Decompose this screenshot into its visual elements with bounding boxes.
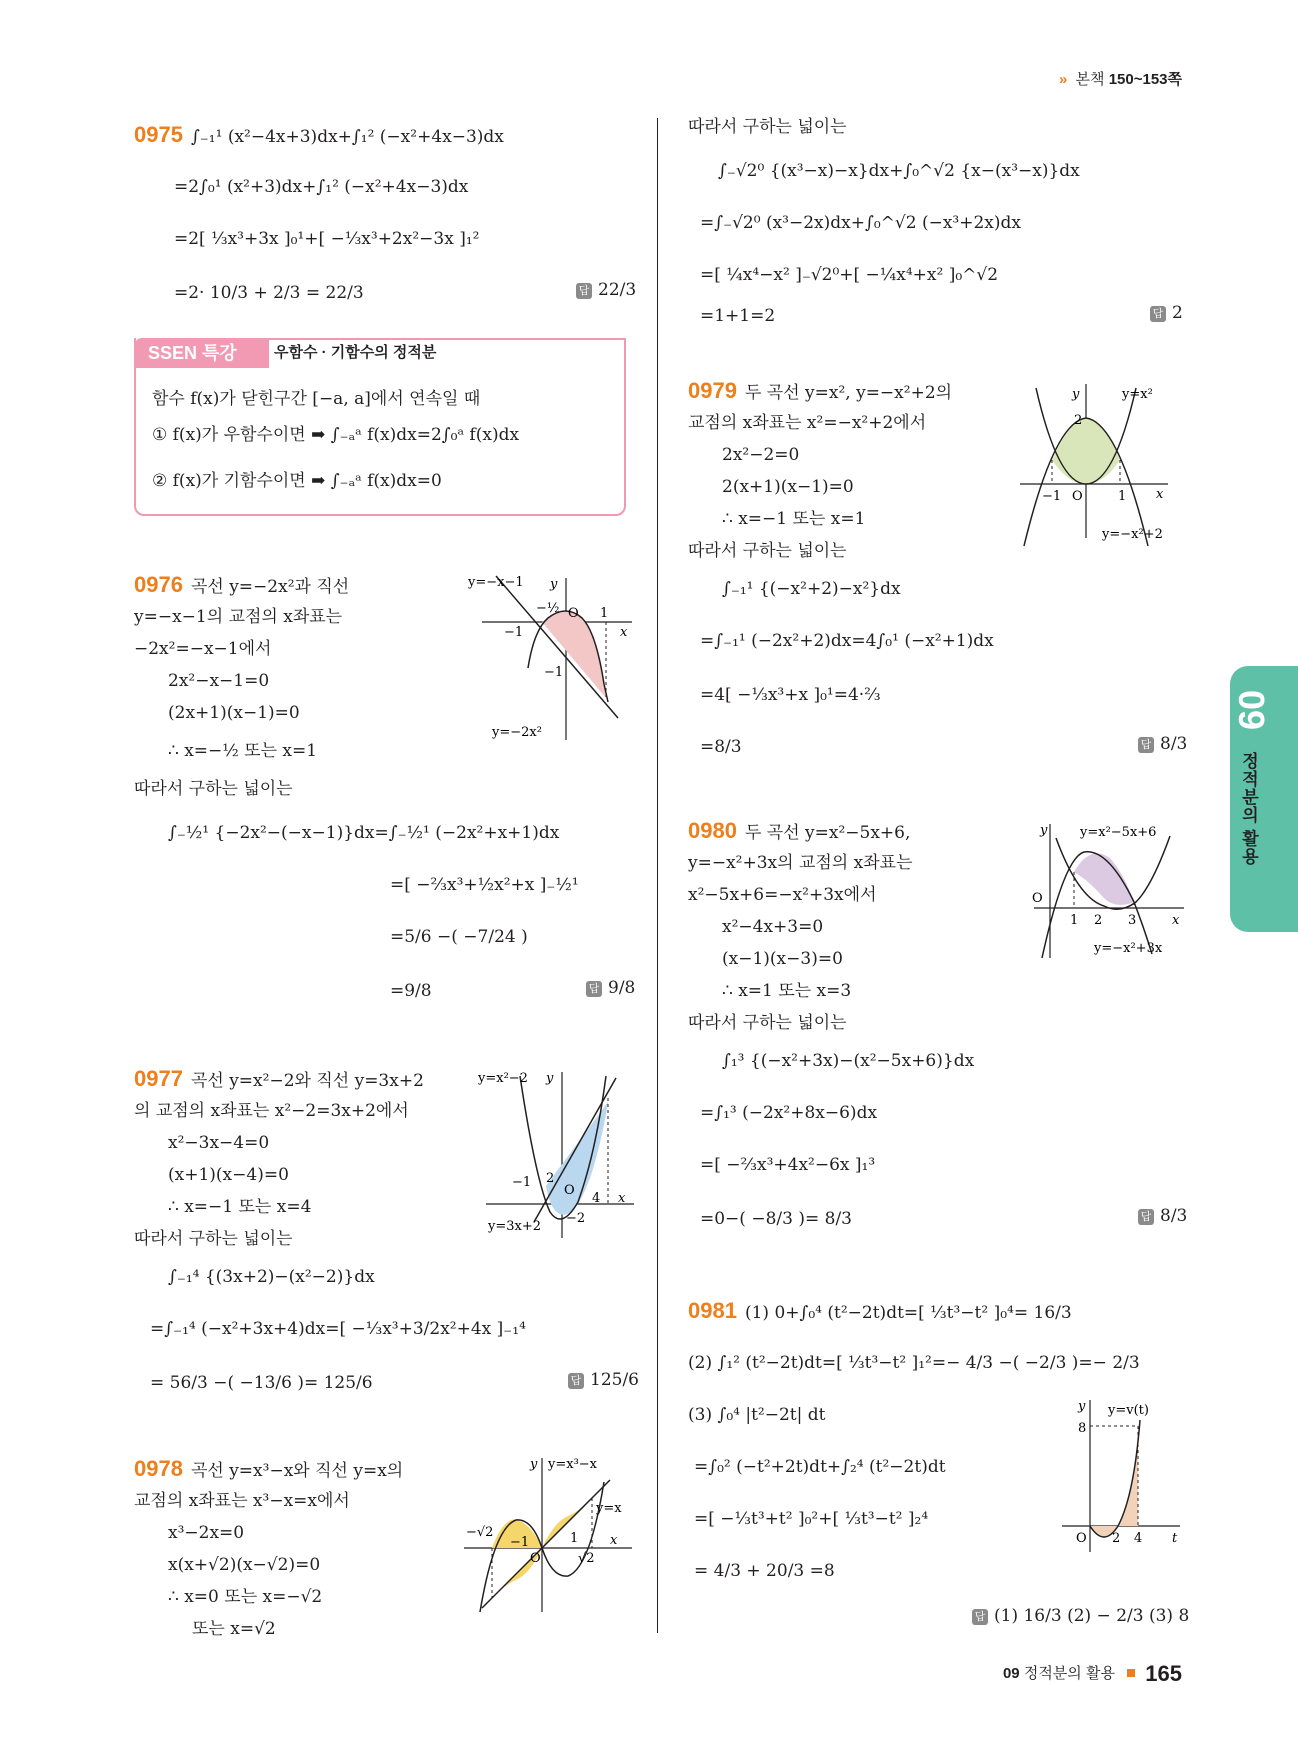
svg-text:−1: −1 [512,1175,532,1190]
problem-number: 0977 [134,1066,183,1091]
problem-0980-line-1: 0980 두 곡선 y=x²−5x+6, [688,818,911,843]
graph-label: y=−x−1 [468,575,524,590]
problem-0979-line-9: =4[ −⅓x³+x ]₀¹=4·⅔ [700,685,881,705]
problem-0975-line-3: =2[ ⅓x³+3x ]₀¹+[ −⅓x³+2x²−3x ]₁² [174,229,480,249]
svg-text:2: 2 [546,1171,555,1186]
svg-text:−2: −2 [566,1211,586,1226]
answer-0980: 답 8/3 [1138,1206,1187,1226]
svg-text:y=x²−2: y=x²−2 [478,1071,528,1086]
problem-0975-line-4: =2· 10/3 + 2/3 = 22/3 [174,283,364,303]
graph-0981 [1058,1396,1188,1556]
problem-0976-line-7: 따라서 구하는 넓이는 [134,779,293,799]
problem-0978-line-5: ∴ x=0 또는 x=−√2 [168,1587,323,1607]
problem-0980-line-6: ∴ x=1 또는 x=3 [722,981,852,1001]
svg-text:1: 1 [1118,489,1127,504]
svg-text:y=v(t): y=v(t) [1108,1403,1149,1418]
problem-0978-cont-line-5: =1+1=2 [700,306,776,326]
problem-number: 0979 [688,378,737,403]
svg-text:O: O [530,1551,541,1566]
problem-0978-cont-line-3: =∫₋√2⁰ (x³−2x)dx+∫₀^√2 (−x³+2x)dx [700,213,1021,233]
tip-item-1: ① f(x)가 우함수이면 ➡ ∫₋ₐᵃ f(x)dx=2∫₀ᵃ f(x)dx [152,425,520,445]
svg-text:O: O [568,606,579,621]
problem-0978-line-6: 또는 x=√2 [192,1619,276,1639]
svg-text:y=3x+2: y=3x+2 [488,1219,542,1234]
problem-0981-line-6: = 4/3 + 20/3 =8 [694,1561,835,1581]
svg-text:2: 2 [1094,913,1103,928]
problem-0976-line-2: y=−x−1의 교점의 x좌표는 [134,607,343,627]
svg-text:y: y [550,577,558,592]
square-bullet-icon [1127,1669,1135,1677]
answer-mark-icon: 답 [568,1373,584,1389]
problem-number: 0975 [134,122,183,147]
problem-0976-line-6: ∴ x=−½ 또는 x=1 [168,741,318,761]
problem-0977-line-6: 따라서 구하는 넓이는 [134,1229,293,1249]
problem-0981-line-5: =[ −⅓t³+t² ]₀²+[ ⅓t³−t² ]₂⁴ [694,1509,929,1529]
svg-text:2: 2 [1074,413,1083,428]
svg-text:O: O [1072,489,1083,504]
tip-item-2: ② f(x)가 기함수이면 ➡ ∫₋ₐᵃ f(x)dx=0 [152,471,442,491]
problem-0981-line-1: 0981 (1) 0+∫₀⁴ (t²−2t)dt=[ ⅓t³−t² ]₀⁴= 16/3 [688,1298,1072,1323]
problem-0976-line-8: ∫₋½¹ {−2x²−(−x−1)}dx=∫₋½¹ (−2x²+x+1)dx [168,823,560,843]
answer-0976: 답 9/8 [586,978,635,998]
problem-0977-line-3: x²−3x−4=0 [168,1133,270,1153]
problem-0979-line-3: 2x²−2=0 [722,445,800,465]
svg-text:√2: √2 [578,1551,595,1566]
svg-text:4: 4 [1134,1531,1143,1546]
problem-0980-line-4: x²−4x+3=0 [722,917,824,937]
svg-text:y=−2x²: y=−2x² [492,725,542,740]
svg-text:−√2: −√2 [466,1525,494,1540]
problem-0980-line-11: =0−( −8/3 )= 8/3 [700,1209,852,1229]
problem-0978-line-4: x(x+√2)(x−√2)=0 [168,1555,321,1575]
chapter-tab-title: 정적분의 활용 [1239,752,1258,866]
problem-0981-line-2: (2) ∫₁² (t²−2t)dt=[ ⅓t³−t² ]₁²=− 4/3 −( −2/3 )=− 2/3 [688,1353,1140,1373]
problem-0976-line-4: 2x²−x−1=0 [168,671,270,691]
problem-0975-line-2: =2∫₀¹ (x²+3)dx+∫₁² (−x²+4x−3)dx [174,177,469,197]
svg-text:−1: −1 [1042,489,1062,504]
problem-0977-line-2: 의 교점의 x좌표는 x²−2=3x+2에서 [134,1101,409,1121]
problem-number: 0976 [134,572,183,597]
svg-text:O: O [1076,1531,1087,1546]
svg-text:t: t [1172,1531,1178,1546]
svg-text:1: 1 [600,606,609,621]
answer-mark-icon: 답 [1138,737,1154,753]
graph-0979 [1018,378,1184,548]
problem-0976-line-11: =9/8 [390,981,432,1001]
problem-0979-line-1: 0979 두 곡선 y=x², y=−x²+2의 [688,378,953,403]
problem-0980-line-8: ∫₁³ {(−x²+3x)−(x²−5x+6)}dx [722,1051,975,1071]
tip-title: 우함수 · 기함수의 정적분 [274,344,437,361]
svg-text:y=x³−x: y=x³−x [548,1457,598,1472]
svg-text:−1: −1 [510,1535,530,1550]
problem-0978-cont-line-4: =[ ¼x⁴−x² ]₋√2⁰+[ −¼x⁴+x² ]₀^√2 [700,265,999,285]
problem-0979-line-2: 교점의 x좌표는 x²=−x²+2에서 [688,413,927,433]
svg-text:y: y [530,1457,538,1472]
svg-text:y=−x²+3x: y=−x²+3x [1094,941,1163,956]
footer-chapter-title: 정적분의 활용 [1023,1664,1115,1682]
footer-chapter-number: 09 [1002,1664,1020,1682]
svg-text:2: 2 [1112,1531,1121,1546]
problem-0979-line-10: =8/3 [700,737,742,757]
problem-0978-line-1: 0978 곡선 y=x³−x와 직선 y=x의 [134,1456,404,1481]
problem-0976-line-9: =[ −⅔x³+½x²+x ]₋½¹ [390,875,579,895]
problem-0979-line-5: ∴ x=−1 또는 x=1 [722,509,866,529]
svg-text:O: O [1032,891,1043,906]
svg-text:x: x [610,1533,618,1548]
page-footer [1003,1661,1182,1687]
problem-0980-line-10: =[ −⅔x³+4x²−6x ]₁³ [700,1155,876,1175]
problem-0980-line-2: y=−x²+3x의 교점의 x좌표는 [688,853,913,873]
problem-0976-line-3: −2x²=−x−1에서 [134,639,272,659]
svg-text:O: O [564,1183,575,1198]
answer-0981: 답 (1) 16/3 (2) − 2/3 (3) 8 [972,1606,1189,1626]
problem-number: 0981 [688,1298,737,1323]
problem-0978-cont-line-2: ∫₋√2⁰ {(x³−x)−x}dx+∫₀^√2 {x−(x³−x)}dx [718,161,1080,181]
svg-text:y: y [1040,823,1048,838]
problem-number: 0980 [688,818,737,843]
answer-0979: 답 8/3 [1138,734,1187,754]
problem-0976-line-5: (2x+1)(x−1)=0 [168,703,300,723]
problem-0978-line-3: x³−2x=0 [168,1523,245,1543]
svg-text:x: x [1156,487,1164,502]
svg-text:−1: −1 [504,625,524,640]
problem-0980-line-3: x²−5x+6=−x²+3x에서 [688,885,877,905]
page-number: 165 [1145,1661,1182,1686]
problem-0981-line-3: (3) ∫₀⁴ |t²−2t| dt [688,1405,826,1425]
svg-text:−½: −½ [536,601,560,616]
answer-0977: 답 125/6 [568,1370,639,1390]
svg-text:y=−x²+2: y=−x²+2 [1102,527,1163,542]
problem-0979-line-7: ∫₋₁¹ {(−x²+2)−x²}dx [722,579,901,599]
problem-0976-line-10: =5/6 −( −7/24 ) [390,927,528,947]
graph-0976 [468,572,638,742]
svg-text:y: y [546,1071,554,1086]
problem-0977-line-7: ∫₋₁⁴ {(3x+2)−(x²−2)}dx [168,1267,375,1287]
tip-intro: 함수 f(x)가 닫힌구간 [−a, a]에서 연속일 때 [152,389,481,409]
answer-0978: 답 2 [1150,303,1183,323]
svg-text:8: 8 [1078,1421,1087,1436]
svg-text:x: x [620,625,628,640]
svg-text:−1: −1 [544,665,564,680]
svg-text:y=x²: y=x² [1122,387,1153,402]
graph-0980 [1028,818,1188,968]
tip-tag: SSEN 특강 [134,338,269,368]
svg-text:y=x: y=x [596,1501,622,1516]
problem-0976-line-1: 0976 곡선 y=−2x²과 직선 [134,572,350,597]
problem-0980-line-9: =∫₁³ (−2x²+8x−6)dx [700,1103,878,1123]
header-pages: 150~153쪽 [1108,71,1182,88]
problem-0977-line-9: = 56/3 −( −13/6 )= 125/6 [150,1373,373,1393]
problem-0981-line-4: =∫₀² (−t²+2t)dt+∫₂⁴ (t²−2t)dt [694,1457,946,1477]
svg-text:y: y [1072,387,1080,402]
graph-0978 [460,1452,636,1616]
problem-0977-line-5: ∴ x=−1 또는 x=4 [168,1197,312,1217]
svg-text:1: 1 [1070,913,1079,928]
answer-mark-icon: 답 [1150,306,1166,322]
problem-0977-line-4: (x+1)(x−4)=0 [168,1165,289,1185]
problem-number: 0978 [134,1456,183,1481]
svg-text:y: y [1078,1399,1086,1414]
problem-0980-line-7: 따라서 구하는 넓이는 [688,1013,847,1033]
svg-text:4: 4 [592,1191,601,1206]
problem-0980-line-5: (x−1)(x−3)=0 [722,949,843,969]
page-header [1059,68,1182,89]
tip-header [134,338,626,368]
svg-text:x: x [618,1191,626,1206]
problem-0978-cont-line-1: 따라서 구하는 넓이는 [688,117,847,137]
svg-text:3: 3 [1128,913,1137,928]
answer-mark-icon: 답 [586,981,602,997]
problem-0977-line-8: =∫₋₁⁴ (−x²+3x+4)dx=[ −⅓x³+3/2x²+4x ]₋₁⁴ [150,1319,526,1339]
column-divider [657,118,658,1633]
problem-0979-line-8: =∫₋₁¹ (−2x²+2)dx=4∫₀¹ (−x²+1)dx [700,631,994,651]
answer-mark-icon: 답 [972,1609,988,1625]
answer-mark-icon: 답 [1138,1209,1154,1225]
svg-text:y=x²−5x+6: y=x²−5x+6 [1080,825,1157,840]
svg-text:1: 1 [570,1531,579,1546]
header-label: 본책 [1075,71,1105,88]
answer-0975: 답 22/3 [576,280,636,300]
chapter-tab-number: 09 [1231,690,1272,731]
problem-0979-line-6: 따라서 구하는 넓이는 [688,541,847,561]
problem-0979-line-4: 2(x+1)(x−1)=0 [722,477,854,497]
problem-0978-line-2: 교점의 x좌표는 x³−x=x에서 [134,1491,350,1511]
problem-0977-line-1: 0977 곡선 y=x²−2와 직선 y=3x+2 [134,1066,424,1091]
chevron-right-icon: » [1059,71,1068,88]
problem-0975-line-1: 0975 ∫₋₁¹ (x²−4x+3)dx+∫₁² (−x²+4x−3)dx [134,122,504,147]
graph-0977 [478,1062,638,1242]
svg-text:x: x [1172,913,1180,928]
answer-mark-icon: 답 [576,283,592,299]
